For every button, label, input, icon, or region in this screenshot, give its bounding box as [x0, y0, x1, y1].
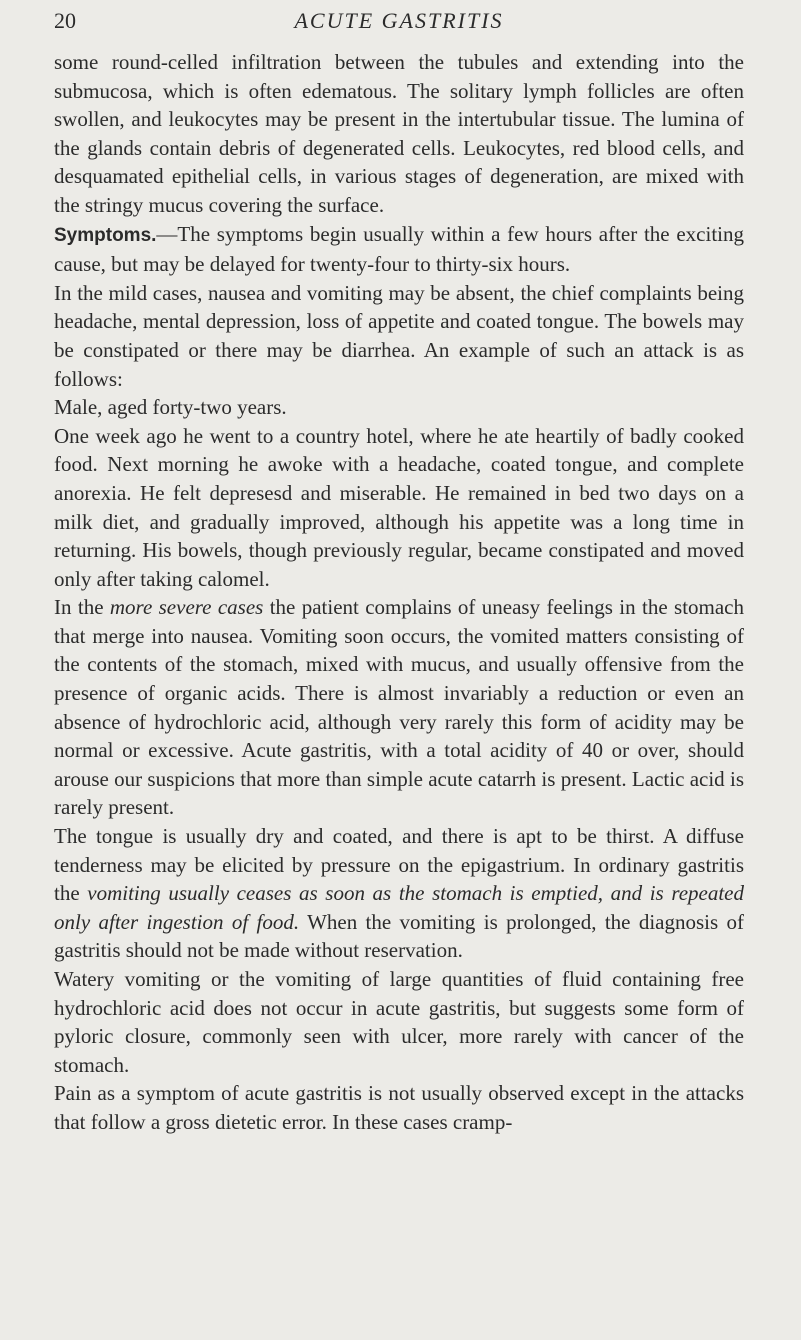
italic-phrase: more severe cases	[109, 595, 264, 620]
page-number: 20	[54, 8, 76, 33]
paragraph-text: —The symptoms begin usually within a few hours after the exciting cause, but may be delayed for twenty-four to thirty-six hours.	[54, 221, 744, 277]
body-text	[54, 48, 744, 1137]
paragraph: Pain as a symptom of acute gastritis is not usually observed except in the attacks that follow a gross dietetic error. In these cases cramp-	[54, 1081, 744, 1134]
paragraph-text: When the vomiting is prolonged, the diagnosis of gastritis should not be made without reservation.	[54, 909, 744, 963]
tongue-paragraph	[54, 822, 744, 965]
paragraph: In the mild cases, nausea and vomiting may be absent, the chief complaints being headache, mental depression, loss of appetite and coated tongue. The bowels may be constipated or there may be diarrhea. An example of such an attack is as follows:	[54, 280, 744, 391]
paragraph: some round-celled infiltration between the tubules and extending into the submucosa, which is often edematous. The solitary lymph follicles are often swollen, and leukocytes may be present in the intertubular tissue. The lumina of the glands contain debris of degenerated cells. Leukocytes, red blood cells, and desquamated epithelial cells, in various stages of degeneration, are mixed with the stringy mucus covering the surface.	[54, 50, 744, 217]
severe-cases-paragraph	[54, 593, 744, 822]
running-title: ACUTE GASTRITIS	[294, 8, 504, 33]
paragraph-text: The tongue is usually dry and coated, and there is apt to be thirst. A diffuse tenderness may be elicited by pressure on the epigastrium. In ordinary gastritis the	[54, 824, 744, 906]
case-heading: Male, aged forty-two years.	[54, 395, 287, 420]
paragraph: Watery vomiting or the vomiting of large quantities of fluid containing free hydrochloric acid does not occur in acute gastritis, but suggests some form of pyloric closure, commonly seen with ulcer, more rarely with cancer of the stomach.	[54, 967, 744, 1077]
running-head	[54, 6, 744, 36]
italic-phrase: vomiting usually ceases as soon as the stomach is emptied, and is repeated only after ingestion of food.	[54, 881, 745, 934]
paragraph-text: In the	[54, 595, 110, 620]
paragraph-text: the patient complains of uneasy feelings in the stomach that merge into nausea. Vomiting soon occurs, the vomited matters consisting of the contents of the stomach, mixed with mucus, and usually offensive from the presence of organic acids. There is almost invariably a reduction or even an absence of hydrochloric acid, although very rarely this form of acidity may be normal or excessive. Acute gastritis, with a total acidity of 40 or over, should arouse our suspicions that more than simple acute catarrh is present. Lactic acid is rarely present.	[54, 595, 745, 820]
symptoms-paragraph	[54, 220, 744, 279]
paragraph: One week ago he went to a country hotel, where he ate heartily of badly cooked food. Next morning he awoke with a headache, coated tongue, and complete anorexia. He felt depresesd and miserable. He remained in bed two days on a milk diet, and gradually improved, although his appetite was a long time in returning. His bowels, though previously regular, became constipated and moved only after taking calomel.	[54, 423, 744, 591]
section-heading-symptoms: Symptoms.	[54, 224, 157, 246]
